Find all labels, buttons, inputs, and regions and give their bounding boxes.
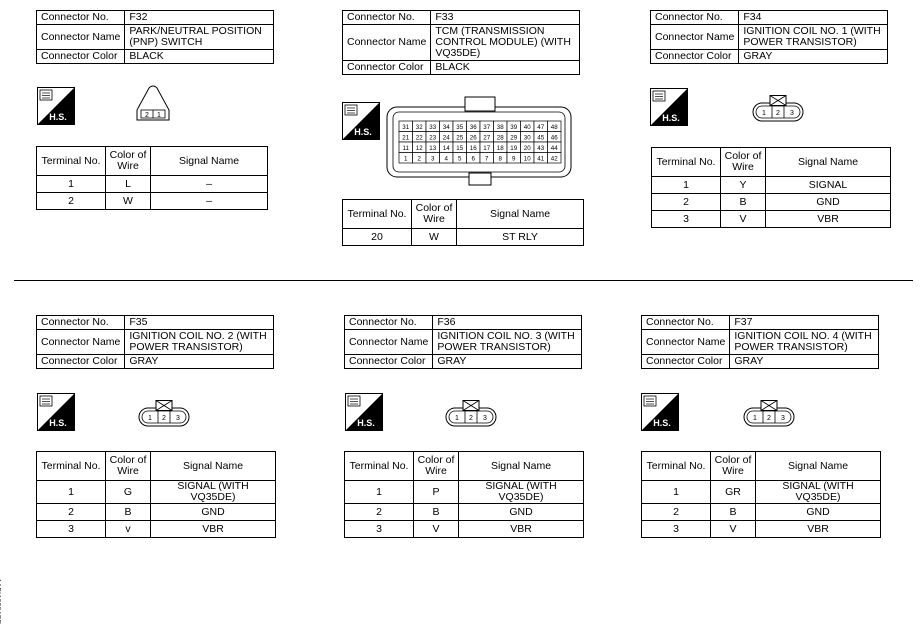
signal-name: VBR [459,521,584,538]
terminal-no-header: Terminal No. [642,452,711,481]
terminal-no: 3 [345,521,414,538]
hs-label: H.S. [357,418,375,428]
pin-label: 19 [510,144,518,152]
pin-label: 29 [510,134,518,142]
signal-name: – [151,176,268,193]
terminal-no-header: Terminal No. [37,147,106,176]
pin-label: 39 [510,123,518,131]
connector-info-table [344,315,582,369]
terminal-no: 2 [37,193,106,210]
wire-color: G [106,481,151,504]
pin-label: 37 [483,123,491,131]
pin-label: 48 [550,123,558,131]
terminal-table-f36 [344,451,584,538]
signal-name-header: Signal Name [459,452,584,481]
pin-label: 36 [469,123,477,131]
connector-f32-panel [36,10,274,64]
terminal-no-header: Terminal No. [343,200,412,229]
pin-label: 3 [176,415,180,422]
connector-name-value: PARK/NEUTRAL POSITION (PNP) SWITCH [125,25,274,50]
harness-side-icon [342,102,380,140]
wire-color: B [106,504,151,521]
terminal-no: 1 [37,481,106,504]
connector-name-value: IGNITION COIL NO. 4 (WITH POWER TRANSISTOR) [730,330,879,355]
pin-label: 47 [537,123,545,131]
pin-label: 24 [442,134,450,142]
pin-label: 3 [790,110,794,117]
connector-color-label: Connector Color [642,355,730,369]
signal-name: GND [756,504,881,521]
pin-label: 32 [415,123,423,131]
connector-name-label: Connector Name [642,330,730,355]
connector-color-label: Connector Color [343,61,431,75]
connector-name-value: IGNITION COIL NO. 1 (WITH POWER TRANSISTOR) [739,25,888,50]
wire-color-header-line1: Color of [415,202,453,214]
signal-name-header: Signal Name [151,147,268,176]
terminal-no: 2 [37,504,106,521]
wire-color-header [412,200,457,229]
pin-label: 8 [498,155,502,163]
table-row [642,481,881,504]
connector-name-label: Connector Name [37,25,125,50]
pin-label: 5 [458,155,462,163]
terminal-table-f33 [342,199,584,246]
wire-color-header-line1: Color of [714,454,752,466]
wire-color: B [711,504,756,521]
connector-no-label: Connector No. [642,316,730,330]
pin-label: 42 [550,155,558,163]
tcm-connector-face-icon [385,95,575,187]
connector-no-value: F36 [433,316,582,330]
terminal-no-header: Terminal No. [652,148,721,177]
wire-color-header-line2: Wire [722,465,744,477]
connector-color-label: Connector Color [345,355,433,369]
pin-label: 46 [550,134,558,142]
connector-info-table [650,10,888,64]
pin-label: 45 [537,134,545,142]
connector-color-value: GRAY [739,50,888,64]
hs-label: H.S. [49,418,67,428]
table-row [345,481,584,504]
pin-label: 9 [512,155,516,163]
pin-label: 1 [157,112,161,119]
pin-label: 21 [402,134,410,142]
connector-name-label: Connector Name [651,25,739,50]
harness-side-icon [37,87,75,125]
wire-color: W [106,193,151,210]
table-row [37,481,276,504]
terminal-table-f37 [641,451,881,538]
pin-label: 27 [483,134,491,142]
table-row [343,229,584,246]
signal-name: VBR [766,211,891,228]
figure-code [0,578,1,624]
wire-color-header-line2: Wire [732,161,754,173]
terminal-no: 1 [37,176,106,193]
signal-name: SIGNAL (WITH VQ35DE) [756,481,881,504]
connector-color-value: BLACK [431,61,580,75]
signal-name-header: Signal Name [766,148,891,177]
table-row [37,176,268,193]
connector-name-label: Connector Name [345,330,433,355]
terminal-no-header: Terminal No. [345,452,414,481]
table-row [652,177,891,194]
signal-name: SIGNAL [766,177,891,194]
terminal-table-f32 [36,146,268,210]
connector-name-label: Connector Name [343,25,431,61]
connector-f33-panel [342,10,580,75]
harness-side-icon [641,393,679,431]
pin-label: 3 [483,415,487,422]
wire-color-header-line1: Color of [109,149,147,161]
hs-label: H.S. [653,418,671,428]
pin-label: 15 [456,144,464,152]
coil-connector-face-icon [138,400,190,428]
hs-label: H.S. [354,127,372,137]
pin-label: 12 [415,144,423,152]
wire-color-header-line1: Color of [724,150,762,162]
table-row [642,521,881,538]
connector-color-label: Connector Color [651,50,739,64]
connector-color-value: GRAY [433,355,582,369]
pin-label: 17 [483,144,491,152]
table-row [642,504,881,521]
terminal-no: 1 [652,177,721,194]
connector-no-label: Connector No. [651,11,739,25]
harness-side-icon [37,393,75,431]
connector-color-value: GRAY [730,355,879,369]
connector-no-value: F34 [739,11,888,25]
connector-face-icon [133,84,173,126]
signal-name-header: Signal Name [756,452,881,481]
connector-no-value: F33 [431,11,580,25]
signal-name: VBR [756,521,881,538]
terminal-no: 2 [652,194,721,211]
signal-name: SIGNAL (WITH VQ35DE) [459,481,584,504]
pin-label: 2 [776,110,780,117]
pin-label: 3 [781,415,785,422]
pin-label: 1 [148,415,152,422]
hs-label: H.S. [662,113,680,123]
coil-connector-face-icon [752,95,804,123]
terminal-no: 1 [642,481,711,504]
pin-label: 18 [496,144,504,152]
signal-name: – [151,193,268,210]
wire-color-header [106,452,151,481]
signal-name: GND [766,194,891,211]
terminal-table-f35 [36,451,276,538]
terminal-no: 1 [345,481,414,504]
signal-name: GND [151,504,276,521]
connector-no-label: Connector No. [345,316,433,330]
connector-info-table [36,315,274,369]
connector-no-label: Connector No. [37,11,125,25]
coil-connector-face-icon [445,400,497,428]
wire-color: V [414,521,459,538]
connector-no-label: Connector No. [37,316,125,330]
wire-color-header-line1: Color of [417,454,455,466]
connector-name-value: IGNITION COIL NO. 3 (WITH POWER TRANSISTOR) [433,330,582,355]
wire-color: L [106,176,151,193]
pin-label: 4 [444,155,448,163]
connector-name-label: Connector Name [37,330,125,355]
terminal-no: 2 [345,504,414,521]
pin-label: 23 [429,134,437,142]
pin-label: 10 [523,155,531,163]
harness-side-icon [650,88,688,126]
connector-no-value: F37 [730,316,879,330]
pin-label: 2 [767,415,771,422]
pin-label: 28 [496,134,504,142]
pin-label: 3 [431,155,435,163]
signal-name: GND [459,504,584,521]
signal-name-header: Signal Name [151,452,276,481]
connector-name-value: IGNITION COIL NO. 2 (WITH POWER TRANSISTOR) [125,330,274,355]
pin-label: 43 [537,144,545,152]
signal-name: ST RLY [457,229,584,246]
table-row [37,193,268,210]
table-row [652,211,891,228]
pin-label: 26 [469,134,477,142]
pin-label: 6 [471,155,475,163]
connector-color-value: GRAY [125,355,274,369]
connector-f37-panel [641,315,879,369]
table-row [37,504,276,521]
pin-label: 2 [162,415,166,422]
wire-color-header [711,452,756,481]
wire-color: B [721,194,766,211]
pin-label: 16 [469,144,477,152]
connector-no-value: F35 [125,316,274,330]
signal-name: SIGNAL (WITH VQ35DE) [151,481,276,504]
pin-label: 1 [762,110,766,117]
table-row [345,521,584,538]
pin-label: 2 [145,112,149,119]
pin-label: 41 [537,155,545,163]
connector-f34-panel [650,10,888,64]
connector-no-label: Connector No. [343,11,431,25]
pin-label: 13 [429,144,437,152]
terminal-no-header: Terminal No. [37,452,106,481]
wire-color-header [721,148,766,177]
pin-label: 40 [523,123,531,131]
terminal-no: 3 [37,521,106,538]
wire-color: P [414,481,459,504]
pin-label: 2 [417,155,421,163]
wire-color: V [711,521,756,538]
harness-side-icon [345,393,383,431]
terminal-no: 2 [642,504,711,521]
wire-color-header [106,147,151,176]
wire-color-header-line2: Wire [117,465,139,477]
pin-label: 1 [753,415,757,422]
pin-label: 14 [442,144,450,152]
pin-label: 22 [415,134,423,142]
wire-color-header [414,452,459,481]
terminal-no: 3 [642,521,711,538]
connector-info-table [342,10,580,75]
pin-label: 34 [442,123,450,131]
pin-label: 31 [402,123,410,131]
pin-label: 38 [496,123,504,131]
connector-color-value: BLACK [125,50,274,64]
wire-color: W [412,229,457,246]
pin-label: 33 [429,123,437,131]
wire-color-header-line2: Wire [425,465,447,477]
connector-no-value: F32 [125,11,274,25]
connector-info-table [641,315,879,369]
wire-color: Y [721,177,766,194]
terminal-no: 3 [652,211,721,228]
pin-label: 44 [550,144,558,152]
connector-f36-panel [344,315,582,369]
pin-label: 25 [456,134,464,142]
table-row [37,521,276,538]
table-row [652,194,891,211]
hs-label: H.S. [49,112,67,122]
pin-label: 2 [469,415,473,422]
connector-info-table [36,10,274,64]
pin-label: 20 [523,144,531,152]
pin-label: 1 [404,155,408,163]
signal-name: VBR [151,521,276,538]
terminal-no: 20 [343,229,412,246]
pin-label: 35 [456,123,464,131]
wire-color: B [414,504,459,521]
tcm-pin-grid [399,121,561,163]
section-divider [14,280,913,281]
wire-color-header-line1: Color of [109,454,147,466]
terminal-table-f34 [651,147,891,228]
wire-color-header-line2: Wire [117,160,139,172]
pin-label: 30 [523,134,531,142]
connector-name-value: TCM (TRANSMISSION CONTROL MODULE) (WITH VQ35DE) [431,25,580,61]
wire-color: V [721,211,766,228]
connector-color-label: Connector Color [37,50,125,64]
pin-label: 11 [402,144,409,152]
wire-color-header-line2: Wire [423,213,445,225]
connector-f35-panel [36,315,274,369]
connector-color-label: Connector Color [37,355,125,369]
wire-color: v [106,521,151,538]
coil-connector-face-icon [743,400,795,428]
wire-color: GR [711,481,756,504]
table-row [345,504,584,521]
pin-label: 1 [455,415,459,422]
pin-label: 7 [485,155,489,163]
signal-name-header: Signal Name [457,200,584,229]
